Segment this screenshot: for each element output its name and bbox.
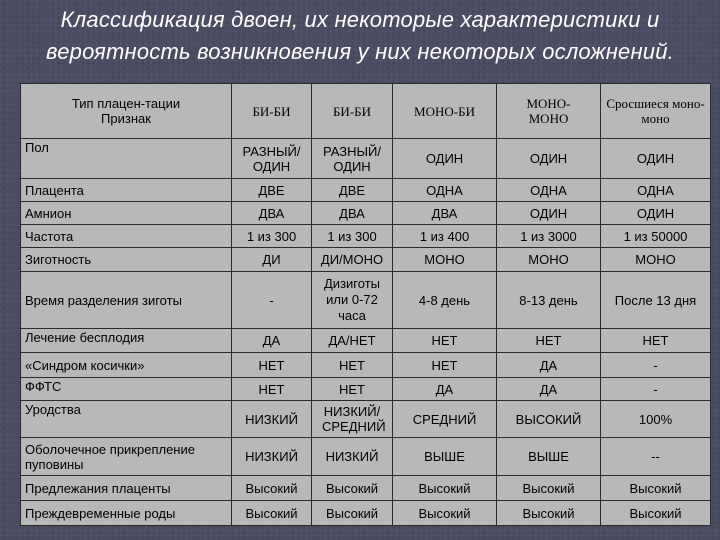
row-label: Пол bbox=[21, 139, 232, 179]
table-cell: 1 из 400 bbox=[393, 225, 497, 248]
table-row bbox=[21, 401, 711, 438]
table-cell: 1 из 300 bbox=[312, 225, 393, 248]
table-cell: НЕТ bbox=[393, 353, 497, 378]
table-row bbox=[21, 353, 711, 378]
twins-classification-table bbox=[20, 83, 711, 526]
table-cell: ОДНА bbox=[601, 179, 711, 202]
row-label: Лечение бесплодия bbox=[21, 329, 232, 353]
row-label: Амнион bbox=[21, 202, 232, 225]
table-row bbox=[21, 202, 711, 225]
table-cell: ОДИН bbox=[497, 139, 601, 179]
table-cell: МОНО bbox=[601, 248, 711, 272]
table-cell: ДВЕ bbox=[232, 179, 312, 202]
table-cell: РАЗНЫЙ/ ОДИН bbox=[232, 139, 312, 179]
row-label: Предлежания плаценты bbox=[21, 476, 232, 501]
table-cell: НИЗКИЙ/ СРЕДНИЙ bbox=[312, 401, 393, 438]
header-col-2: БИ-БИ bbox=[312, 84, 393, 139]
table-cell: РАЗНЫЙ/ ОДИН bbox=[312, 139, 393, 179]
table-cell: НЕТ bbox=[312, 353, 393, 378]
table-cell: ДА bbox=[497, 353, 601, 378]
table-row bbox=[21, 476, 711, 501]
table-cell: - bbox=[601, 378, 711, 401]
table-cell: ДВА bbox=[312, 202, 393, 225]
table-row bbox=[21, 378, 711, 401]
table-cell: ВЫСОКИЙ bbox=[497, 401, 601, 438]
table-row bbox=[21, 179, 711, 202]
table-cell: Высокий bbox=[601, 476, 711, 501]
table-cell: После 13 дня bbox=[601, 272, 711, 329]
table-cell: НЕТ bbox=[497, 329, 601, 353]
header-col-1: БИ-БИ bbox=[232, 84, 312, 139]
table-row bbox=[21, 272, 711, 329]
table-cell: ОДНА bbox=[497, 179, 601, 202]
row-label: ФФТС bbox=[21, 378, 232, 401]
table-cell: НИЗКИЙ bbox=[312, 438, 393, 476]
table-cell: Высокий bbox=[232, 476, 312, 501]
table-cell: НЕТ bbox=[393, 329, 497, 353]
table-cell: Высокий bbox=[497, 501, 601, 526]
table-cell: 8-13 день bbox=[497, 272, 601, 329]
table-cell: 100% bbox=[601, 401, 711, 438]
table-row bbox=[21, 501, 711, 526]
row-label: Время разделения зиготы bbox=[21, 272, 232, 329]
table-cell: НЕТ bbox=[601, 329, 711, 353]
table-cell: СРЕДНИЙ bbox=[393, 401, 497, 438]
table-cell: Высокий bbox=[393, 501, 497, 526]
table-cell: 1 из 50000 bbox=[601, 225, 711, 248]
header-corner-cell bbox=[21, 84, 232, 139]
table-cell: НЕТ bbox=[232, 378, 312, 401]
table-cell: МОНО bbox=[393, 248, 497, 272]
row-label: Преждевременные роды bbox=[21, 501, 232, 526]
table-cell: Высокий bbox=[601, 501, 711, 526]
row-label: «Синдром косички» bbox=[21, 353, 232, 378]
table-cell: 4-8 день bbox=[393, 272, 497, 329]
table-cell: ВЫШЕ bbox=[393, 438, 497, 476]
table-cell: ДА bbox=[393, 378, 497, 401]
table-cell: ДИ/МОНО bbox=[312, 248, 393, 272]
table-cell: ВЫШЕ bbox=[497, 438, 601, 476]
table-cell: ДИ bbox=[232, 248, 312, 272]
table-cell: ОДНА bbox=[393, 179, 497, 202]
table-cell: -- bbox=[601, 438, 711, 476]
title-line-2: вероятность возникновения у них некоторых осложнений. bbox=[46, 39, 674, 64]
header-col-3: МОНО-БИ bbox=[393, 84, 497, 139]
header-row bbox=[21, 84, 711, 139]
header-col-5: Сросшиеся моно-моно bbox=[601, 84, 711, 139]
table-cell: ДА/НЕТ bbox=[312, 329, 393, 353]
table-cell: НИЗКИЙ bbox=[232, 438, 312, 476]
header-corner-line2: Признак bbox=[101, 111, 151, 126]
table-cell: - bbox=[232, 272, 312, 329]
table-cell: ДВА bbox=[393, 202, 497, 225]
table-cell: ДА bbox=[497, 378, 601, 401]
table-cell: Высокий bbox=[232, 501, 312, 526]
table-row bbox=[21, 225, 711, 248]
table-cell: МОНО bbox=[497, 248, 601, 272]
title-line-1: Классификация двоен, их некоторые характеристики и bbox=[60, 7, 660, 32]
row-label: Плацента bbox=[21, 179, 232, 202]
table-cell: ДВЕ bbox=[312, 179, 393, 202]
table-cell: ОДИН bbox=[601, 139, 711, 179]
table-row bbox=[21, 438, 711, 476]
table-cell: Высокий bbox=[497, 476, 601, 501]
table-cell: Высокий bbox=[393, 476, 497, 501]
header-col-4: МОНО-МОНО bbox=[497, 84, 601, 139]
table-cell: ОДИН bbox=[601, 202, 711, 225]
table-cell: НЕТ bbox=[312, 378, 393, 401]
table-cell: НИЗКИЙ bbox=[232, 401, 312, 438]
slide-title bbox=[0, 4, 720, 68]
table-row bbox=[21, 329, 711, 353]
row-label: Уродства bbox=[21, 401, 232, 438]
table-row bbox=[21, 139, 711, 179]
table-cell: - bbox=[601, 353, 711, 378]
table-cell: НЕТ bbox=[232, 353, 312, 378]
header-corner-line1: Тип плацен-тации bbox=[71, 96, 181, 111]
row-label: Частота bbox=[21, 225, 232, 248]
table-cell: Дизиготы или 0-72 часа bbox=[312, 272, 393, 329]
row-label: Зиготность bbox=[21, 248, 232, 272]
table-cell: ДА bbox=[232, 329, 312, 353]
row-label: Оболочечное прикрепление пуповины bbox=[21, 438, 232, 476]
table-cell: ОДИН bbox=[497, 202, 601, 225]
table-cell: ДВА bbox=[232, 202, 312, 225]
table-cell: 1 из 3000 bbox=[497, 225, 601, 248]
table-cell: ОДИН bbox=[393, 139, 497, 179]
table-cell: Высокий bbox=[312, 476, 393, 501]
table-row bbox=[21, 248, 711, 272]
table-cell: 1 из 300 bbox=[232, 225, 312, 248]
table-cell: Высокий bbox=[312, 501, 393, 526]
